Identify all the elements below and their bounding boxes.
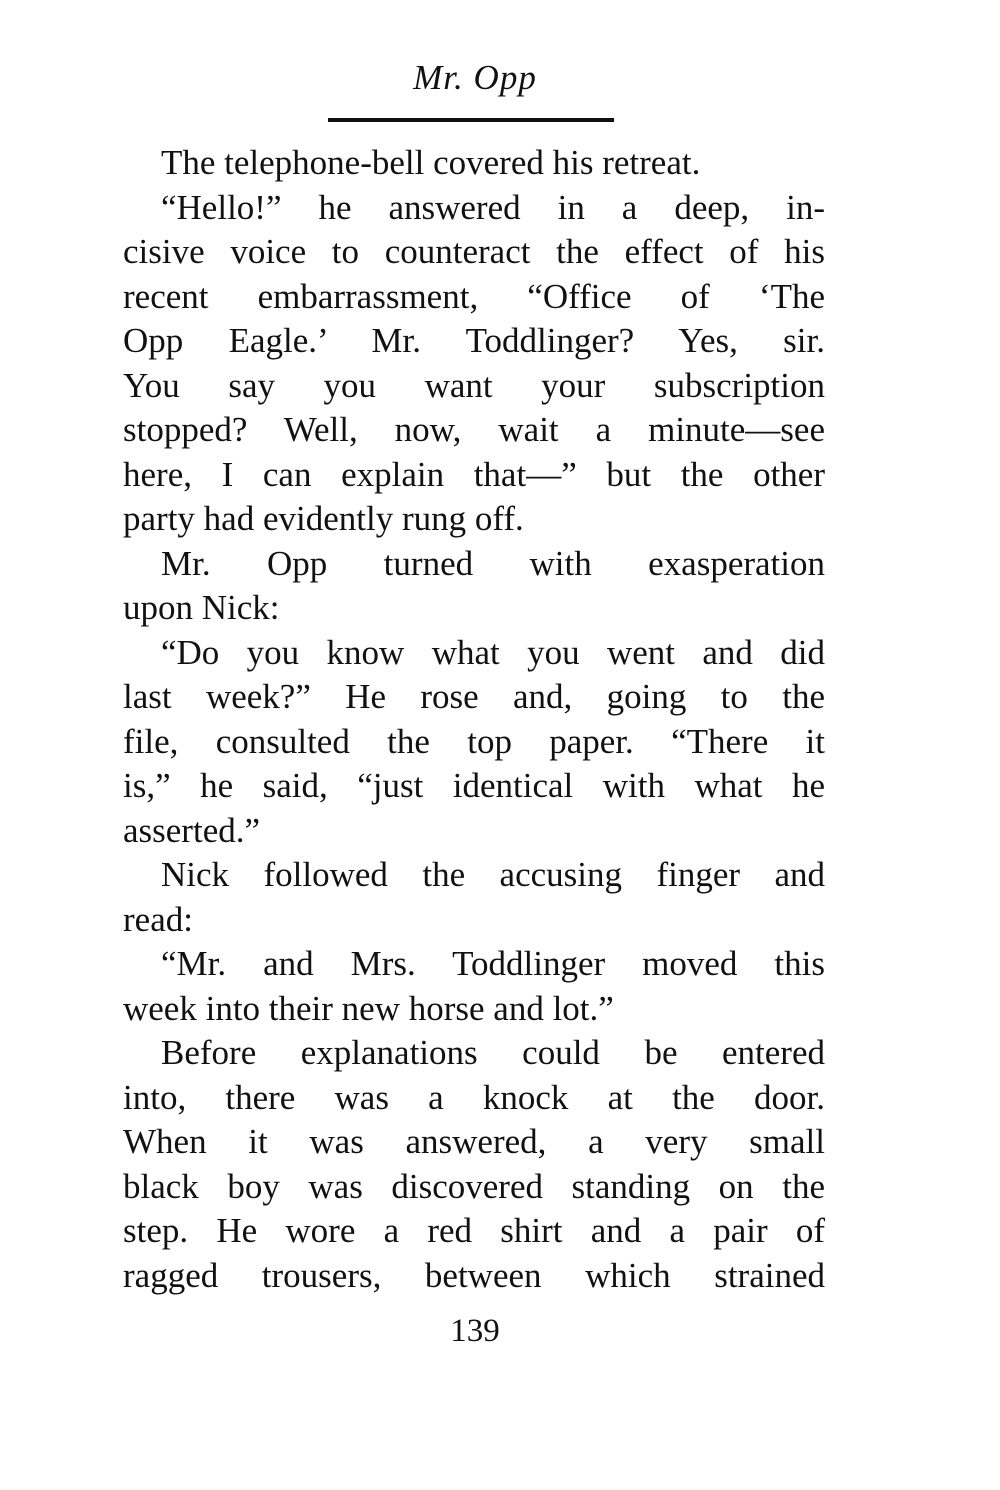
text-line: week into their new horse and lot.” <box>123 988 614 1028</box>
text-line: is,” he said, “just identical with what he <box>123 766 825 805</box>
text-line: Mr. Opp turned with exasperation <box>161 543 825 583</box>
page-number: 139 <box>450 1313 500 1349</box>
text-line: “Hello!” he answered in a deep, in- <box>161 187 825 227</box>
text-line: You say you want your subscription <box>123 365 825 405</box>
paragraph <box>123 631 825 854</box>
text-line: cisive voice to counteract the effect of his <box>123 232 825 271</box>
text-line: read: <box>123 899 193 939</box>
text-line: last week?” He rose and, going to the <box>123 677 825 716</box>
paragraph <box>123 141 825 186</box>
text-line: Nick followed the accusing finger and <box>161 855 825 894</box>
text-line: When it was answered, a very small <box>123 1122 825 1161</box>
text-line: asserted.” <box>123 810 261 850</box>
running-head: Mr. Opp <box>413 58 537 97</box>
text-line: recent embarrassment, “Office of ‘The <box>123 276 825 316</box>
text-line: here, I can explain that—” but the other <box>123 454 825 494</box>
paragraph <box>123 542 825 631</box>
text-line: The telephone-bell covered his retreat. <box>161 143 701 182</box>
header-rule <box>328 118 614 122</box>
text-line: step. He wore a red shirt and a pair of <box>123 1211 825 1250</box>
paragraph <box>123 1031 825 1298</box>
text-line: upon Nick: <box>123 588 280 627</box>
text-line: ragged trousers, between which strained <box>123 1255 825 1295</box>
text-line: Before explanations could be entered <box>161 1033 825 1072</box>
text-line: “Mr. and Mrs. Toddlinger moved this <box>161 944 825 983</box>
text-line: “Do you know what you went and did <box>161 632 825 672</box>
text-line: black boy was discovered standing on the <box>123 1166 825 1206</box>
text-line: party had evidently rung off. <box>123 499 524 538</box>
text-line: into, there was a knock at the door. <box>123 1077 825 1117</box>
paragraph <box>123 942 825 1031</box>
paragraph <box>123 853 825 942</box>
text-line: file, consulted the top paper. “There it <box>123 721 825 761</box>
text-line: stopped? Well, now, wait a minute—see <box>123 410 825 449</box>
paragraph <box>123 186 825 542</box>
text-line: Opp Eagle.’ Mr. Toddlinger? Yes, sir. <box>123 321 825 360</box>
body-text <box>123 141 825 1298</box>
